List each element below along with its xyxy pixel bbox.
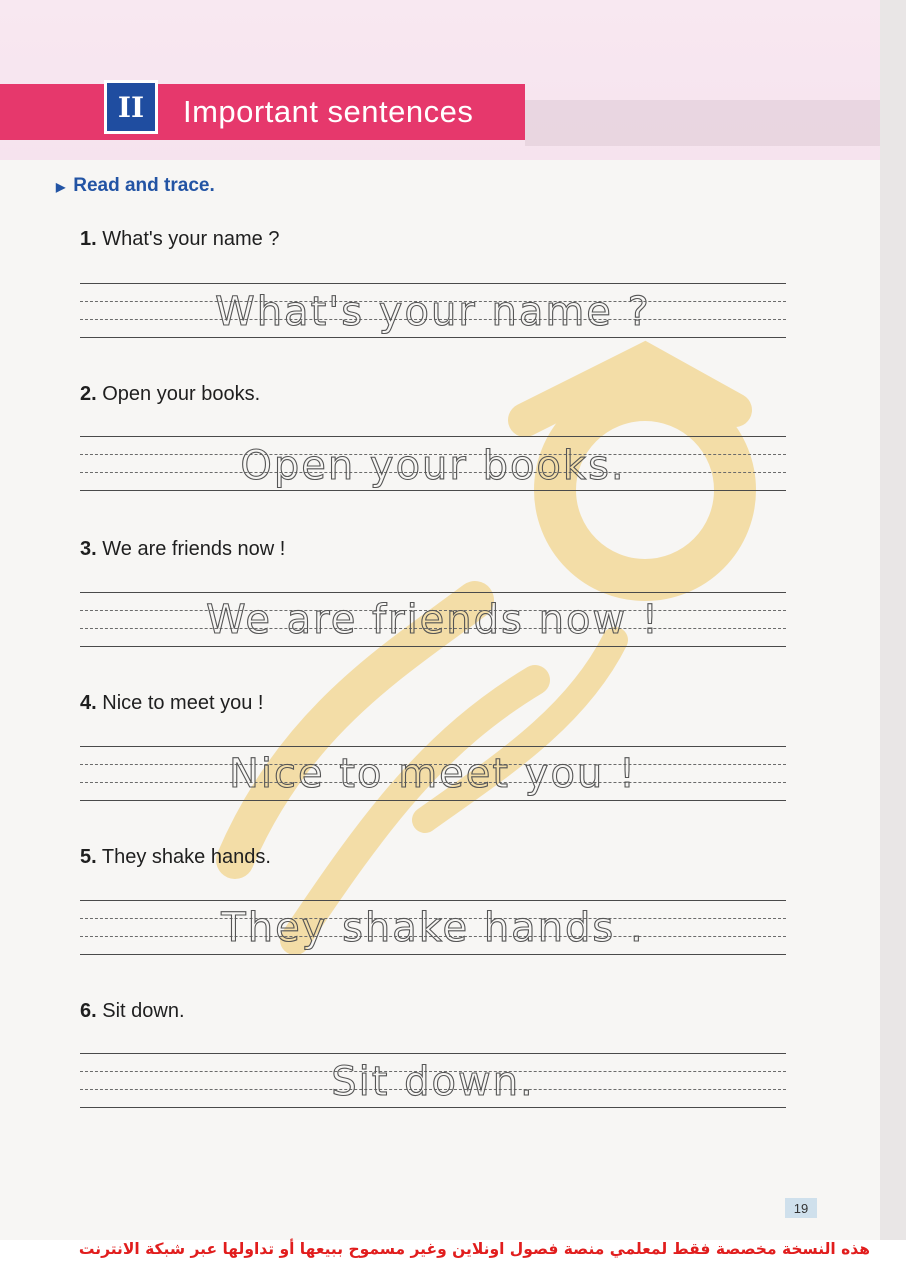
prompt-text: Sit down. [102, 1000, 185, 1022]
sentence-prompt [80, 383, 260, 406]
page-edge-strip [880, 0, 906, 1240]
prompt-text: Nice to meet you ! [102, 692, 264, 714]
sentence-prompt [80, 1000, 185, 1023]
item-number: 4. [80, 692, 97, 714]
section-number-badge: II [104, 80, 158, 134]
page-number: 19 [785, 1198, 817, 1218]
sentence-prompt [80, 228, 279, 251]
item-number: 5. [80, 846, 97, 868]
prompt-text: Open your books. [102, 383, 261, 405]
exercise-instruction [56, 175, 215, 197]
copyright-notice: هذه النسخة مخصصة فقط لمعلمي منصة فصول اونلاين وغير مسموح ببيعها أو تداولها عبر شبكة الانترنت [78, 1240, 870, 1258]
show-through-banner [525, 100, 880, 146]
prompt-text: What's your name ? [102, 228, 280, 250]
bottom-line [80, 1107, 786, 1108]
prompt-text: They shake hands. [101, 846, 271, 868]
top-line [80, 746, 786, 747]
item-number: 2. [80, 383, 97, 405]
bottom-line [80, 954, 786, 955]
trace-sentence: Open your books. [240, 443, 626, 489]
item-number: 3. [80, 538, 97, 560]
sentence-prompt [80, 538, 285, 561]
top-line [80, 592, 786, 593]
trace-sentence: Sit down. [331, 1059, 535, 1105]
bottom-line [80, 800, 786, 801]
footer-banner [0, 1240, 906, 1280]
trace-sentence: They shake hands . [221, 905, 645, 951]
bottom-line [80, 646, 786, 647]
bottom-line [80, 490, 786, 491]
top-line [80, 283, 786, 284]
top-line [80, 436, 786, 437]
top-line [80, 900, 786, 901]
sentence-prompt [80, 846, 271, 869]
instruction-text: Read and trace. [73, 175, 215, 196]
bottom-line [80, 337, 786, 338]
sentence-prompt [80, 692, 263, 715]
trace-sentence: Nice to meet you ! [228, 751, 638, 797]
item-number: 1. [80, 228, 97, 250]
prompt-text: We are friends now ! [102, 538, 286, 560]
item-number: 6. [80, 1000, 97, 1022]
section-title: Important sentences [183, 94, 474, 129]
trace-sentence: We are friends now ! [206, 597, 660, 643]
top-line [80, 1053, 786, 1054]
play-triangle-icon: ▶ [56, 180, 66, 194]
trace-sentence: What's your name ? [215, 289, 651, 335]
